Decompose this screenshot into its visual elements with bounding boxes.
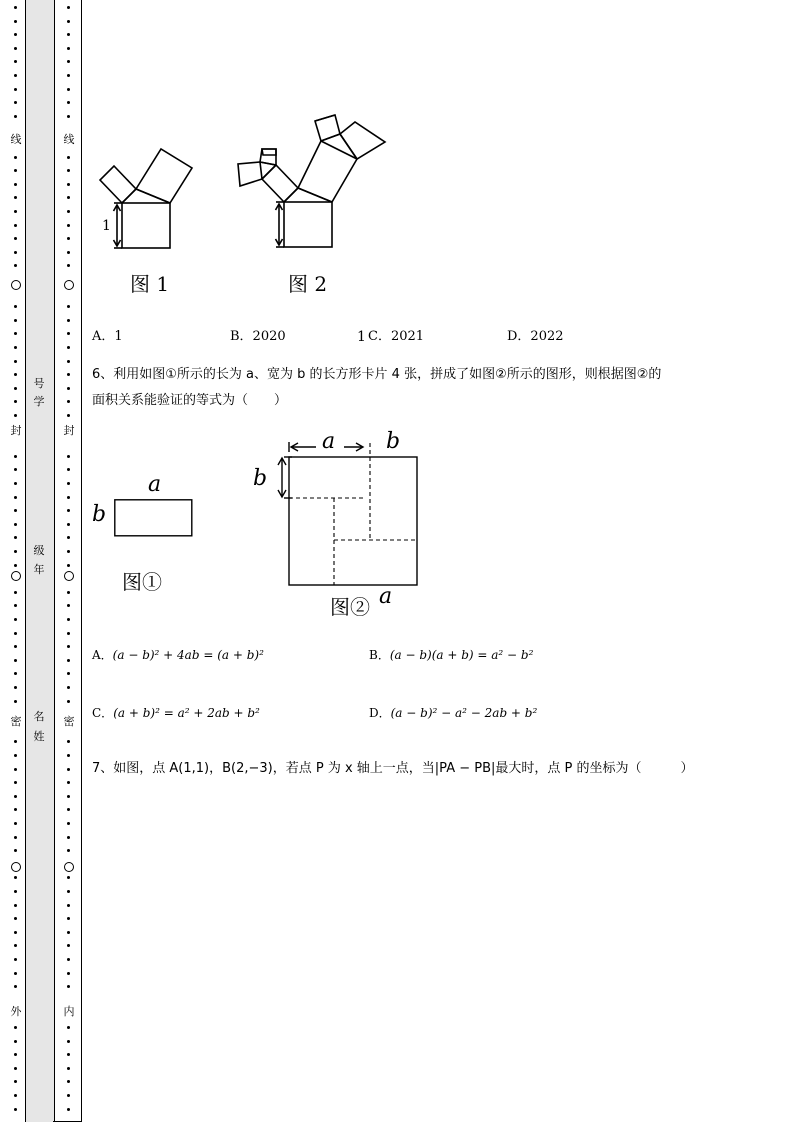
binding-dot xyxy=(14,88,17,91)
q6-fig2-label-a-top: a xyxy=(322,429,336,454)
inner-ring xyxy=(64,280,74,290)
binding-dot xyxy=(67,564,70,567)
binding-dot xyxy=(14,237,17,240)
binding-dot xyxy=(14,156,17,159)
field-label-xingming-2: 姓 xyxy=(33,730,45,743)
binding-dot xyxy=(67,74,70,77)
binding-dot xyxy=(14,972,17,975)
binding-dot xyxy=(67,985,70,988)
binding-dot xyxy=(14,917,17,920)
inner-mark-feng: 封 xyxy=(63,424,75,437)
binding-dot xyxy=(14,224,17,227)
binding-dot xyxy=(14,618,17,621)
binding-dot xyxy=(67,387,70,390)
q6-option-d-text: (a − b)² − a² − 2ab + b² xyxy=(390,706,538,720)
q7-stem: 7、如图，点 A(1,1)，B(2,−3)，若点 P 为 x 轴上一点，当|PA − PB|最大时，点 P 的坐标为（ ） xyxy=(92,761,694,776)
binding-dot xyxy=(67,1026,70,1029)
binding-dot xyxy=(67,482,70,485)
binding-dot xyxy=(67,808,70,811)
q6-option-c-text: (a + b)² = a² + 2ab + b² xyxy=(113,706,260,720)
binding-dot xyxy=(67,400,70,403)
binding-dot xyxy=(14,659,17,662)
q6-fig1-label-b: b xyxy=(92,502,107,527)
binding-dot xyxy=(67,264,70,267)
binding-dot xyxy=(14,944,17,947)
q5-option-d[interactable]: D．2022 xyxy=(507,329,564,344)
binding-dot xyxy=(67,931,70,934)
q5-fig1-side-label: 1 xyxy=(102,218,111,234)
binding-dot xyxy=(67,33,70,36)
binding-dot xyxy=(14,808,17,811)
binding-dot xyxy=(67,523,70,526)
binding-dot xyxy=(14,6,17,9)
binding-dot xyxy=(14,523,17,526)
q6-fig2-label-b-side: b xyxy=(253,466,268,491)
binding-dot xyxy=(14,319,17,322)
binding-dot xyxy=(67,1067,70,1070)
q5-fig1-caption: 图 1 xyxy=(130,272,170,296)
binding-dot xyxy=(14,632,17,635)
q5-option-b[interactable]: B．2020 xyxy=(230,329,286,344)
q6-option-b[interactable] xyxy=(369,646,533,663)
binding-dot xyxy=(14,387,17,390)
binding-dot xyxy=(67,319,70,322)
field-label-xuehao-2: 学 xyxy=(33,395,45,408)
q5-fig2-side-label: 1 xyxy=(357,329,366,345)
outer-ring xyxy=(11,862,21,872)
binding-dot xyxy=(14,768,17,771)
binding-dot xyxy=(67,88,70,91)
binding-dot xyxy=(67,972,70,975)
binding-dot xyxy=(14,400,17,403)
q6-fig1-caption: 图① xyxy=(122,570,162,594)
binding-dot xyxy=(67,346,70,349)
q6-fig2-label-a-bottom: a xyxy=(379,584,393,609)
binding-dot xyxy=(67,876,70,879)
q6-figure-1 xyxy=(114,499,194,539)
binding-dot xyxy=(14,468,17,471)
binding-dot xyxy=(14,47,17,50)
binding-margin xyxy=(0,0,82,1123)
inner-mark-mi: 密 xyxy=(63,715,75,728)
binding-dot xyxy=(14,890,17,893)
binding-dot xyxy=(67,686,70,689)
binding-dot xyxy=(67,332,70,335)
binding-dot xyxy=(67,836,70,839)
binding-dot xyxy=(14,781,17,784)
binding-dot xyxy=(67,591,70,594)
q6-option-a[interactable] xyxy=(92,646,264,663)
binding-dot xyxy=(14,196,17,199)
binding-dot xyxy=(14,795,17,798)
binding-dot xyxy=(14,550,17,553)
binding-dot xyxy=(67,700,70,703)
binding-dot xyxy=(14,414,17,417)
outer-mark-wai: 外 xyxy=(10,1005,22,1018)
binding-dot xyxy=(14,210,17,213)
q6-option-c[interactable] xyxy=(92,704,260,721)
binding-dot xyxy=(67,1094,70,1097)
q6-option-a-letter: A． xyxy=(92,648,113,662)
q6-option-a-text: (a − b)² + 4ab = (a + b)² xyxy=(112,648,264,662)
binding-dot xyxy=(14,754,17,757)
binding-dot xyxy=(67,822,70,825)
binding-dot xyxy=(14,33,17,36)
outer-dotted-line xyxy=(11,0,21,1123)
binding-dot xyxy=(14,251,17,254)
binding-dot xyxy=(67,1053,70,1056)
binding-dot xyxy=(14,591,17,594)
field-label-xingming-1: 名 xyxy=(33,710,45,723)
q6-figure-2-drawing xyxy=(276,440,436,590)
binding-dot xyxy=(67,20,70,23)
field-label-nianji-1: 级 xyxy=(33,544,45,557)
binding-dot xyxy=(67,156,70,159)
q6-figure-1-rect xyxy=(114,499,194,539)
field-label-nianji-2: 年 xyxy=(33,563,45,576)
binding-dot xyxy=(14,305,17,308)
binding-dot xyxy=(14,1053,17,1056)
q5-figure-1 xyxy=(92,140,202,255)
q6-fig2-caption: 图② xyxy=(330,595,370,619)
binding-dot xyxy=(14,1067,17,1070)
binding-dot xyxy=(14,672,17,675)
outer-ring xyxy=(11,571,21,581)
binding-dot xyxy=(67,196,70,199)
q5-figure-2-drawing xyxy=(232,112,392,252)
binding-dot xyxy=(14,1026,17,1029)
binding-dot xyxy=(67,496,70,499)
binding-dot xyxy=(14,101,17,104)
binding-dot xyxy=(67,536,70,539)
binding-dot xyxy=(14,686,17,689)
binding-dot xyxy=(14,332,17,335)
inner-mark-nei: 内 xyxy=(63,1005,75,1018)
inner-mark-xian: 线 xyxy=(63,133,75,146)
binding-dot xyxy=(67,210,70,213)
exam-content xyxy=(92,0,772,1123)
binding-dot xyxy=(67,60,70,63)
outer-mark-mi: 密 xyxy=(10,715,22,728)
binding-dot xyxy=(14,455,17,458)
binding-dot xyxy=(67,468,70,471)
binding-dot xyxy=(14,836,17,839)
q5-figure-1-drawing xyxy=(92,140,202,255)
binding-dot xyxy=(67,645,70,648)
binding-dot xyxy=(14,645,17,648)
q6-option-d-letter: D． xyxy=(369,706,391,720)
binding-dot xyxy=(67,659,70,662)
binding-dot xyxy=(67,632,70,635)
binding-dot xyxy=(14,60,17,63)
binding-dot xyxy=(14,1108,17,1111)
q6-fig1-label-a: a xyxy=(148,472,162,497)
outer-ring xyxy=(11,280,21,290)
binding-dot xyxy=(14,1040,17,1043)
binding-dot xyxy=(67,305,70,308)
inner-dotted-line xyxy=(64,0,74,1123)
binding-dot xyxy=(14,74,17,77)
binding-dot xyxy=(67,1108,70,1111)
binding-dot xyxy=(67,917,70,920)
binding-dot xyxy=(14,985,17,988)
binding-dot xyxy=(14,373,17,376)
q6-option-b-text: (a − b)(a + b) = a² − b² xyxy=(389,648,534,662)
binding-dot xyxy=(67,224,70,227)
binding-dot xyxy=(67,169,70,172)
binding-dot xyxy=(67,6,70,9)
inner-ring xyxy=(64,571,74,581)
q6-stem-line-1: 6、利用如图①所示的长为 a、宽为 b 的长方形卡片 4 张，拼成了如图②所示的图形，则根据图②的 xyxy=(92,367,662,382)
q5-options xyxy=(92,325,772,343)
q6-stem-line-2: 面积关系能验证的等式为（ ） xyxy=(92,393,288,408)
binding-dot xyxy=(14,876,17,879)
binding-dot xyxy=(14,564,17,567)
binding-dot xyxy=(67,1040,70,1043)
binding-dot xyxy=(14,1094,17,1097)
binding-dot xyxy=(67,768,70,771)
binding-dot xyxy=(67,550,70,553)
binding-dot xyxy=(14,264,17,267)
binding-dot xyxy=(67,237,70,240)
outer-mark-xian: 线 xyxy=(10,133,22,146)
q6-fig2-label-b-top: b xyxy=(386,429,401,454)
binding-dot xyxy=(67,414,70,417)
binding-dot xyxy=(67,251,70,254)
binding-dot xyxy=(67,781,70,784)
binding-dot xyxy=(67,849,70,852)
binding-dot xyxy=(67,509,70,512)
q6-stem xyxy=(92,362,772,414)
binding-dot xyxy=(14,115,17,118)
binding-dot xyxy=(14,482,17,485)
q5-option-a[interactable]: A．1 xyxy=(92,329,123,344)
binding-dot xyxy=(14,509,17,512)
binding-dot xyxy=(67,183,70,186)
binding-dot xyxy=(14,740,17,743)
binding-dot xyxy=(14,169,17,172)
binding-dot xyxy=(67,455,70,458)
binding-dot xyxy=(14,346,17,349)
binding-dot xyxy=(67,360,70,363)
q6-figure-2 xyxy=(276,440,436,590)
q6-option-d[interactable] xyxy=(369,704,537,721)
q6-option-b-letter: B． xyxy=(369,648,390,662)
binding-dot xyxy=(67,47,70,50)
binding-dot xyxy=(14,904,17,907)
q5-fig2-caption: 图 2 xyxy=(288,272,328,296)
inner-ring xyxy=(64,862,74,872)
field-label-xuehao-1: 号 xyxy=(33,377,45,390)
binding-dot xyxy=(67,672,70,675)
binding-dot xyxy=(14,822,17,825)
binding-dot xyxy=(67,115,70,118)
binding-dot xyxy=(67,101,70,104)
margin-border-line xyxy=(81,0,82,1122)
binding-dot xyxy=(67,795,70,798)
q5-option-c[interactable]: C．2021 xyxy=(368,329,425,344)
binding-dot xyxy=(14,536,17,539)
binding-dot xyxy=(14,849,17,852)
binding-dot xyxy=(67,604,70,607)
q6-option-c-letter: C． xyxy=(92,706,114,720)
binding-dot xyxy=(67,754,70,757)
binding-dot xyxy=(14,496,17,499)
binding-dot xyxy=(67,618,70,621)
binding-dot xyxy=(67,740,70,743)
binding-dot xyxy=(67,1080,70,1083)
binding-dot xyxy=(14,360,17,363)
binding-dot xyxy=(14,20,17,23)
binding-dot xyxy=(67,944,70,947)
binding-dot xyxy=(67,890,70,893)
binding-dot xyxy=(14,604,17,607)
binding-dot xyxy=(14,1080,17,1083)
binding-dot xyxy=(14,700,17,703)
binding-dot xyxy=(14,183,17,186)
binding-dot xyxy=(67,373,70,376)
binding-dot xyxy=(67,958,70,961)
outer-mark-feng: 封 xyxy=(10,424,22,437)
binding-dot xyxy=(14,931,17,934)
binding-dot xyxy=(14,958,17,961)
binding-dot xyxy=(67,904,70,907)
